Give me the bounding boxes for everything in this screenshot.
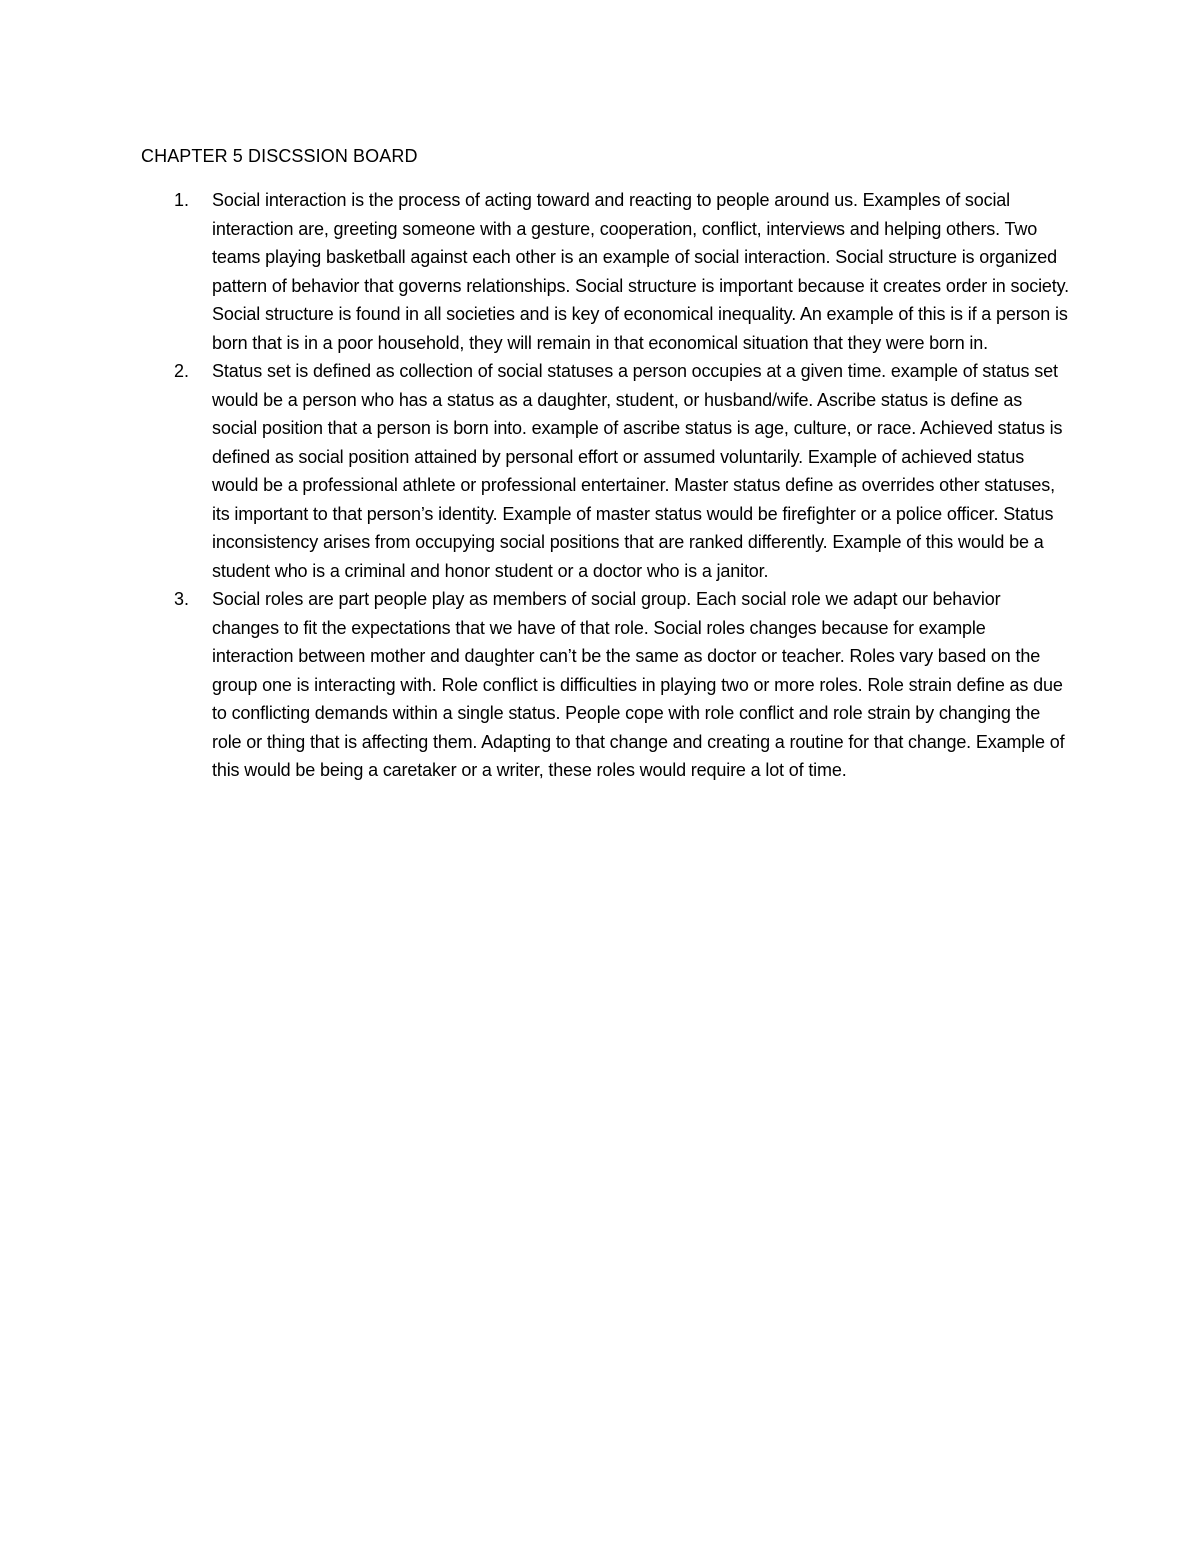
answer-list bbox=[141, 186, 1071, 785]
list-item-text: Social roles are part people play as members of social group. Each social role we adapt our behavior changes to fit the expectations that we have of that role. Social roles changes because for example interaction between mother and daughter can’t be the same as doctor or teacher. Roles vary based on the group one is interacting with. Role conflict is difficulties in playing two or more roles. Role strain define as due to conflicting demands within a single status. People cope with role conflict and role strain by changing the role or thing that is affecting them. Adapting to that change and creating a routine for that change. Example of this would be being a caretaker or a writer, these roles would require a lot of time. bbox=[212, 589, 1065, 780]
list-item-text: Status set is defined as collection of social statuses a person occupies at a given time. example of status set would be a person who has a status as a daughter, student, or husband/wife. Ascribe status is define as social position that a person is born into. example of ascribe status is age, culture, or race. Achieved status is defined as social position attained by personal effort or assumed voluntarily. Example of achieved status would be a professional athlete or professional entertainer. Master status define as overrides other statuses, its important to that person’s identity. Example of master status would be firefighter or a police officer. Status inconsistency arises from occupying social positions that are ranked differently. Example of this would be a student who is a criminal and honor student or a doctor who is a janitor. bbox=[212, 361, 1063, 581]
list-item bbox=[141, 186, 1071, 357]
list-item-text: Social interaction is the process of acting toward and reacting to people around us. Examples of social interaction are, greeting someone with a gesture, cooperation, conflict, interviews and helping others. Two teams playing basketball against each other is an example of social interaction. Social structure is organized pattern of behavior that governs relationships. Social structure is important because it creates order in society. Social structure is found in all societies and is key of economical inequality. An example of this is if a person is born that is in a poor household, they will remain in that economical situation that they were born in. bbox=[212, 190, 1070, 353]
list-item-number: 3. bbox=[174, 589, 190, 609]
list-item bbox=[141, 585, 1071, 785]
document-title: CHAPTER 5 DISCSSION BOARD bbox=[141, 146, 418, 166]
list-item-number: 1. bbox=[174, 190, 190, 210]
list-item-number: 2. bbox=[174, 361, 190, 381]
list-item bbox=[141, 357, 1071, 585]
